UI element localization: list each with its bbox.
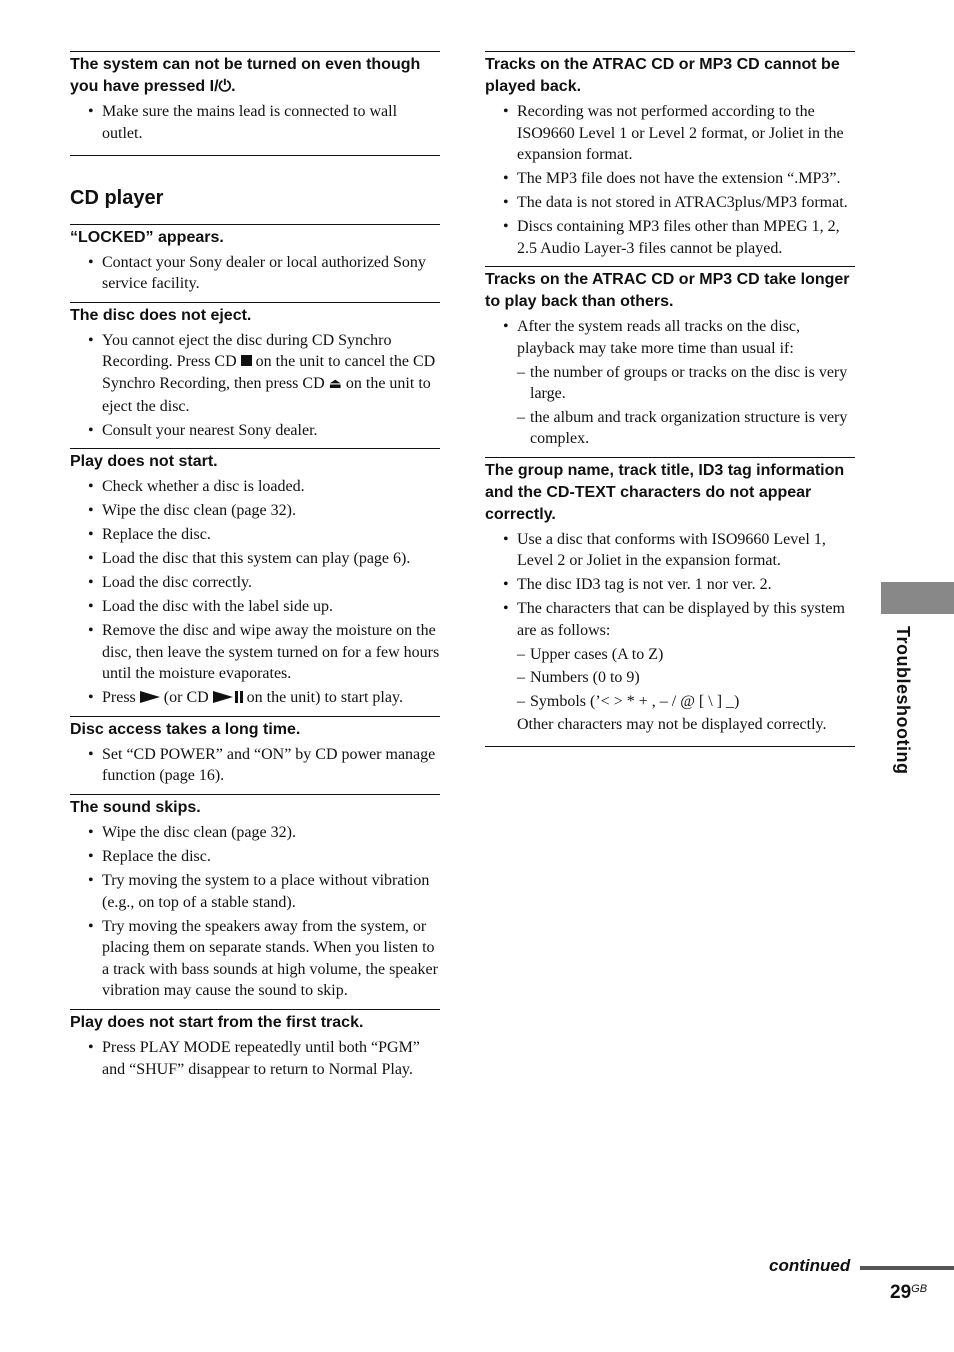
section-characters (485, 457, 855, 748)
page-number: $29^{GB}$ (890, 1282, 928, 1303)
question-eject: The disc does not eject. (70, 306, 252, 324)
question-access: Disc access takes a long time. (70, 720, 301, 738)
list-item: • Make sure the mains lead is connected to wall outlet. (70, 101, 440, 144)
answer-list (485, 316, 855, 450)
question-tracks-longer: Tracks on the ATRAC CD or MP3 CD take longer to play back than others. (485, 271, 850, 311)
list-item: • Contact your Sony dealer or local authorized Sony service facility. (70, 252, 440, 295)
answer-list (70, 744, 440, 787)
left-column (70, 51, 440, 1082)
answer-list (70, 822, 440, 1002)
note-text: Other characters may not be displayed correctly. (517, 716, 827, 734)
list-item: • Replace the disc. (70, 524, 440, 546)
list-item: • Press PLAY MODE repeatedly until both “PGM” and “SHUF” disappear to return to Normal Play. (70, 1037, 440, 1080)
chapter-label: Troubleshooting (893, 626, 913, 775)
question-play: Play does not start. (70, 453, 218, 471)
list-item: • Load the disc correctly. (70, 572, 440, 594)
section-skips (70, 794, 440, 1002)
list-item: • The disc ID3 tag is not ver. 1 nor ver. 2. (485, 574, 855, 596)
play-pause-icon (213, 691, 233, 703)
group-title-cd-player: CD player (70, 186, 164, 209)
answer-list (70, 1037, 440, 1080)
sub-item: – Upper cases (A to Z) (517, 645, 664, 663)
play-icon (140, 691, 160, 703)
continued-label: continued (769, 1256, 851, 1275)
answer-list (70, 330, 440, 441)
list-item: • Set “CD POWER” and “ON” by CD power manage function (page 16). (70, 744, 440, 787)
list-item: • Consult your nearest Sony dealer. (70, 420, 440, 442)
section-locked (70, 224, 440, 295)
list-item: • Discs containing MP3 files other than MPEG 1, 2, 2.5 Audio Layer-3 files cannot be played. (485, 216, 855, 259)
eject-icon: ⏏ (328, 375, 342, 392)
chapter-tab (881, 582, 954, 614)
list-item: • The data is not stored in ATRAC3plus/MP3 format. (485, 192, 855, 214)
question-power: The system can not be turned on even though you have pressed I/⏻. (70, 56, 421, 95)
list-item: • The MP3 file does not have the extension “.MP3”. (485, 168, 855, 190)
question-first-track: Play does not start from the first track. (70, 1013, 364, 1031)
list-item: • Load the disc with the label side up. (70, 596, 440, 618)
answer-list (485, 529, 855, 736)
section-tracks-cannot-play (485, 51, 855, 259)
answer-list (70, 101, 440, 144)
sub-item: – the number of groups or tracks on the disc is very large. (517, 363, 848, 403)
list-item: • Try moving the speakers away from the system, or placing them on separate stands. When you listen to a track with bass sounds at high volume, the speaker vibration may cause the sound to skip. (70, 916, 440, 1002)
question-locked: “LOCKED” appears. (70, 228, 224, 246)
list-item: • Load the disc that this system can play (page 6). (70, 548, 440, 570)
question-skips: The sound skips. (70, 798, 201, 816)
section-first-track (70, 1009, 440, 1080)
list-item: • Check whether a disc is loaded. (70, 476, 440, 498)
question-characters: The group name, track title, ID3 tag information and the CD-TEXT characters do not appear correctly. (485, 461, 845, 523)
sub-item: – the album and track organization structure is very complex. (517, 408, 848, 448)
answer-list (70, 476, 440, 709)
list-item: • Press (or CD on the unit) to start play. (70, 687, 440, 709)
list-item: • Use a disc that conforms with ISO9660 Level 1, Level 2 or Joliet in the expansion format. (485, 529, 855, 572)
sub-item: – Symbols (’< > * + , – / @ [ \ ] _) (517, 692, 740, 710)
list-item: • The characters that can be displayed by this system are as follows: – Upper cases (A to Z) – Numbers (0 to 9) – Symbols (’< > * + , – / @ [ \ ] _) Other characters may not be displayed correctly. (485, 598, 855, 736)
answer-list (70, 252, 440, 295)
stop-icon (241, 355, 252, 366)
right-column (485, 51, 855, 747)
list-item: • Wipe the disc clean (page 32). (70, 500, 440, 522)
section-eject (70, 302, 440, 441)
list-item: • Replace the disc. (70, 846, 440, 868)
section-access (70, 716, 440, 787)
answer-list (485, 101, 855, 259)
pause-bar-icon (240, 691, 243, 703)
list-item: • Try moving the system to a place without vibration (e.g., on top of a stable stand). (70, 870, 440, 913)
continued-rule (860, 1266, 954, 1270)
list-item: • Recording was not performed according to the ISO9660 Level 1 or Level 2 format, or Joliet in the expansion format. (485, 101, 855, 166)
page-suffix: GB (911, 1283, 928, 1295)
list-item: • You cannot eject the disc during CD Synchro Recording. Press CD on the unit to cancel the CD Synchro Recording, then press CD ⏏ on the unit to eject the disc. (70, 330, 440, 417)
section-tracks-longer (485, 266, 855, 450)
question-tracks-cannot-play: Tracks on the ATRAC CD or MP3 CD cannot be played back. (485, 56, 840, 95)
section-play (70, 448, 440, 709)
list-item: • After the system reads all tracks on the disc, playback may take more time than usual if: – the number of groups or tracks on the disc is very large. – the album and track organization structure is very complex. (485, 316, 855, 450)
sub-item: – Numbers (0 to 9) (517, 669, 640, 687)
pause-bar-icon (235, 691, 238, 703)
list-item: • Wipe the disc clean (page 32). (70, 822, 440, 844)
list-item: • Remove the disc and wipe away the moisture on the disc, then leave the system turned on for a few hours until the moisture evaporates. (70, 620, 440, 685)
section-power (70, 51, 440, 156)
